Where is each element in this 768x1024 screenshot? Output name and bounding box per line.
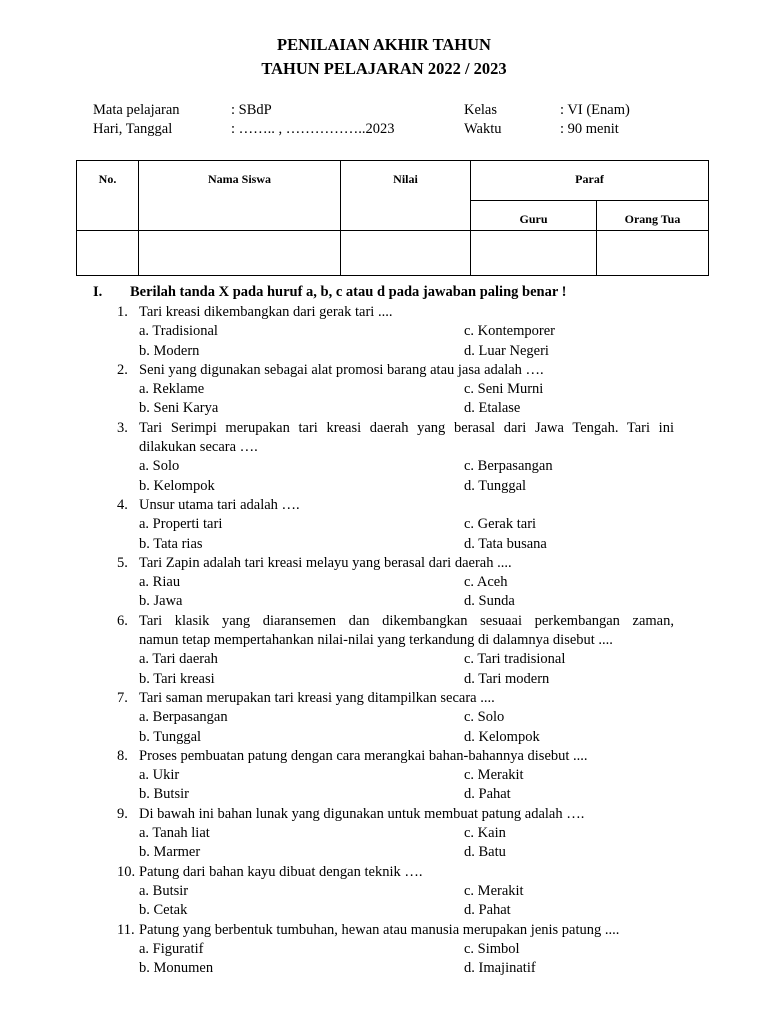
question-line — [0, 612, 768, 631]
question-text: Tari Zapin adalah tari kreasi melayu yang berasal dari daerah .... — [139, 554, 512, 571]
question-text: dilakukan secara …. — [139, 439, 258, 456]
option-row — [0, 824, 768, 843]
option-a[interactable]: a. Ukir — [139, 767, 180, 784]
question-line — [0, 361, 768, 380]
question-number: 9. — [117, 805, 128, 822]
time-label: Waktu — [464, 121, 502, 137]
info-row-date — [93, 121, 693, 140]
cell-teacher-signature[interactable] — [471, 231, 597, 276]
option-row — [0, 650, 768, 669]
option-row — [0, 322, 768, 341]
header-no: No. — [77, 161, 139, 231]
option-row — [0, 592, 768, 611]
date-value: : …….. , ……………..2023 — [231, 121, 395, 137]
option-d[interactable]: d. Tata busana — [464, 535, 547, 552]
option-c[interactable]: c. Tari tradisional — [464, 651, 566, 668]
exam-info — [93, 102, 693, 140]
question-number: 4. — [117, 496, 128, 513]
question-text: Tari Serimpi merupakan tari kreasi daerah yang berasal dari Jawa Tengah. Tari ini — [139, 419, 674, 436]
option-row — [0, 399, 768, 418]
question-number: 6. — [117, 612, 128, 629]
question-text: Unsur utama tari adalah …. — [139, 496, 300, 513]
question-item — [0, 496, 768, 554]
question-item — [0, 689, 768, 747]
option-a[interactable]: a. Figuratif — [139, 940, 204, 957]
class-label: Kelas — [464, 102, 498, 118]
info-row-subject — [93, 102, 693, 121]
option-row — [0, 959, 768, 978]
option-c[interactable]: c. Simbol — [464, 940, 520, 957]
option-b[interactable]: b. Cetak — [139, 902, 188, 919]
option-a[interactable]: a. Riau — [139, 574, 181, 591]
question-line — [0, 496, 768, 515]
section-instruction: Berilah tanda X pada huruf a, b, c atau d pada jawaban paling benar ! — [130, 284, 567, 300]
option-row — [0, 843, 768, 862]
option-c[interactable]: c. Solo — [464, 709, 505, 726]
question-text: Tari kreasi dikembangkan dari gerak tari .... — [139, 304, 393, 320]
exam-title: PENILAIAN AKHIR TAHUN — [277, 35, 491, 54]
question-item — [0, 419, 768, 496]
cell-parent-signature[interactable] — [597, 231, 709, 276]
option-c[interactable]: c. Gerak tari — [464, 516, 537, 533]
option-b[interactable]: b. Kelompok — [139, 477, 215, 494]
option-b[interactable]: b. Seni Karya — [139, 400, 219, 417]
option-row — [0, 670, 768, 689]
question-number: 3. — [117, 419, 128, 436]
subject-label: Mata pelajaran — [93, 102, 180, 118]
header-score: Nilai — [341, 161, 471, 231]
option-b[interactable]: b. Tata rias — [139, 535, 203, 552]
question-item — [0, 361, 768, 419]
option-row — [0, 901, 768, 920]
question-line — [0, 747, 768, 766]
option-row — [0, 515, 768, 534]
question-text: Tari saman merupakan tari kreasi yang ditampilkan secara .... — [139, 689, 495, 706]
header-student-name: Nama Siswa — [139, 161, 341, 231]
question-number: 7. — [117, 689, 128, 706]
question-line — [0, 631, 768, 650]
option-a[interactable]: a. Butsir — [139, 882, 189, 899]
option-row — [0, 573, 768, 592]
option-row — [0, 708, 768, 727]
option-c[interactable]: c. Aceh — [464, 574, 508, 591]
option-a[interactable]: a. Tanah liat — [139, 825, 210, 842]
option-a[interactable]: a. Tradisional — [139, 323, 218, 340]
question-number: 11. — [117, 921, 135, 938]
header-parent: Orang Tua — [597, 201, 709, 231]
question-item — [0, 303, 768, 361]
option-row — [0, 882, 768, 901]
question-line — [0, 921, 768, 940]
question-item — [0, 921, 768, 979]
section-number: I. — [93, 284, 103, 300]
option-row — [0, 766, 768, 785]
question-line — [0, 438, 768, 457]
option-c[interactable]: c. Merakit — [464, 882, 524, 899]
option-b[interactable]: b. Tari kreasi — [139, 670, 215, 687]
subject-value: : SBdP — [231, 102, 272, 118]
option-c[interactable]: c. Seni Murni — [464, 381, 544, 398]
question-text: Patung dari bahan kayu dibuat dengan teknik …. — [139, 863, 423, 880]
header-teacher: Guru — [471, 201, 597, 231]
question-line — [0, 805, 768, 824]
question-list — [0, 303, 768, 978]
option-d[interactable]: d. Imajinatif — [464, 960, 536, 977]
option-d[interactable]: d. Etalase — [464, 400, 521, 417]
question-text: Di bawah ini bahan lunak yang digunakan untuk membuat patung adalah …. — [139, 805, 585, 822]
question-text: Patung yang berbentuk tumbuhan, hewan atau manusia merupakan jenis patung .... — [139, 921, 620, 938]
option-row — [0, 728, 768, 747]
question-number: 1. — [117, 304, 128, 320]
option-a[interactable]: a. Tari daerah — [139, 651, 218, 668]
option-d[interactable]: d. Luar Negeri — [464, 342, 549, 359]
time-value: : 90 menit — [560, 121, 619, 137]
option-b[interactable]: b. Tunggal — [139, 728, 202, 745]
option-c[interactable]: c. Kontemporer — [464, 323, 555, 340]
option-d[interactable]: d. Tari modern — [464, 670, 550, 687]
question-item — [0, 863, 768, 921]
question-text: namun tetap mempertahankan nilai-nilai yang terkandung di dalamnya disebut .... — [139, 632, 613, 649]
option-row — [0, 342, 768, 361]
option-a[interactable]: a. Reklame — [139, 381, 205, 398]
school-year-title: TAHUN PELAJARAN 2022 / 2023 — [261, 59, 507, 78]
question-item — [0, 554, 768, 612]
option-row — [0, 785, 768, 804]
option-d[interactable]: d. Tunggal — [464, 477, 527, 494]
option-a[interactable]: a. Solo — [139, 458, 180, 475]
class-value: : VI (Enam) — [560, 102, 630, 118]
option-a[interactable]: a. Properti tari — [139, 516, 223, 533]
question-line — [0, 863, 768, 882]
question-text: Tari klasik yang diaransemen dan dikembangkan sesuaai perkembangan zaman, — [139, 612, 674, 629]
option-row — [0, 940, 768, 959]
question-number: 5. — [117, 554, 128, 571]
option-row — [0, 535, 768, 554]
option-b[interactable]: b. Butsir — [139, 786, 189, 803]
question-item — [0, 612, 768, 689]
question-text: Proses pembuatan patung dengan cara merangkai bahan-bahannya disebut .... — [139, 747, 588, 764]
header-signature: Paraf — [471, 161, 709, 201]
question-number: 8. — [117, 747, 128, 764]
question-line — [0, 554, 768, 573]
option-d[interactable]: d. Pahat — [464, 902, 511, 919]
option-b[interactable]: b. Jawa — [139, 593, 183, 610]
option-c[interactable]: c. Kain — [464, 825, 506, 842]
date-label: Hari, Tanggal — [93, 121, 173, 137]
option-b[interactable]: b. Monumen — [139, 960, 214, 977]
option-d[interactable]: d. Batu — [464, 844, 506, 861]
option-d[interactable]: d. Sunda — [464, 593, 515, 610]
option-a[interactable]: a. Berpasangan — [139, 709, 228, 726]
question-item — [0, 805, 768, 863]
question-number: 10. — [117, 863, 136, 880]
option-c[interactable]: c. Merakit — [464, 767, 524, 784]
cell-student-name[interactable] — [139, 231, 341, 276]
question-number: 2. — [117, 361, 128, 378]
question-text: Seni yang digunakan sebagai alat promosi barang atau jasa adalah …. — [139, 361, 544, 378]
option-c[interactable]: c. Berpasangan — [464, 458, 553, 475]
option-b[interactable]: b. Marmer — [139, 844, 201, 861]
option-d[interactable]: d. Kelompok — [464, 728, 540, 745]
option-b[interactable]: b. Modern — [139, 342, 200, 359]
option-row — [0, 457, 768, 476]
question-line — [0, 419, 768, 438]
question-item — [0, 747, 768, 805]
question-line — [0, 303, 768, 322]
option-d[interactable]: d. Pahat — [464, 786, 511, 803]
question-line — [0, 689, 768, 708]
cell-score[interactable] — [341, 231, 471, 276]
student-score-table — [76, 160, 709, 276]
option-row — [0, 477, 768, 496]
option-row — [0, 380, 768, 399]
cell-no[interactable] — [77, 231, 139, 276]
